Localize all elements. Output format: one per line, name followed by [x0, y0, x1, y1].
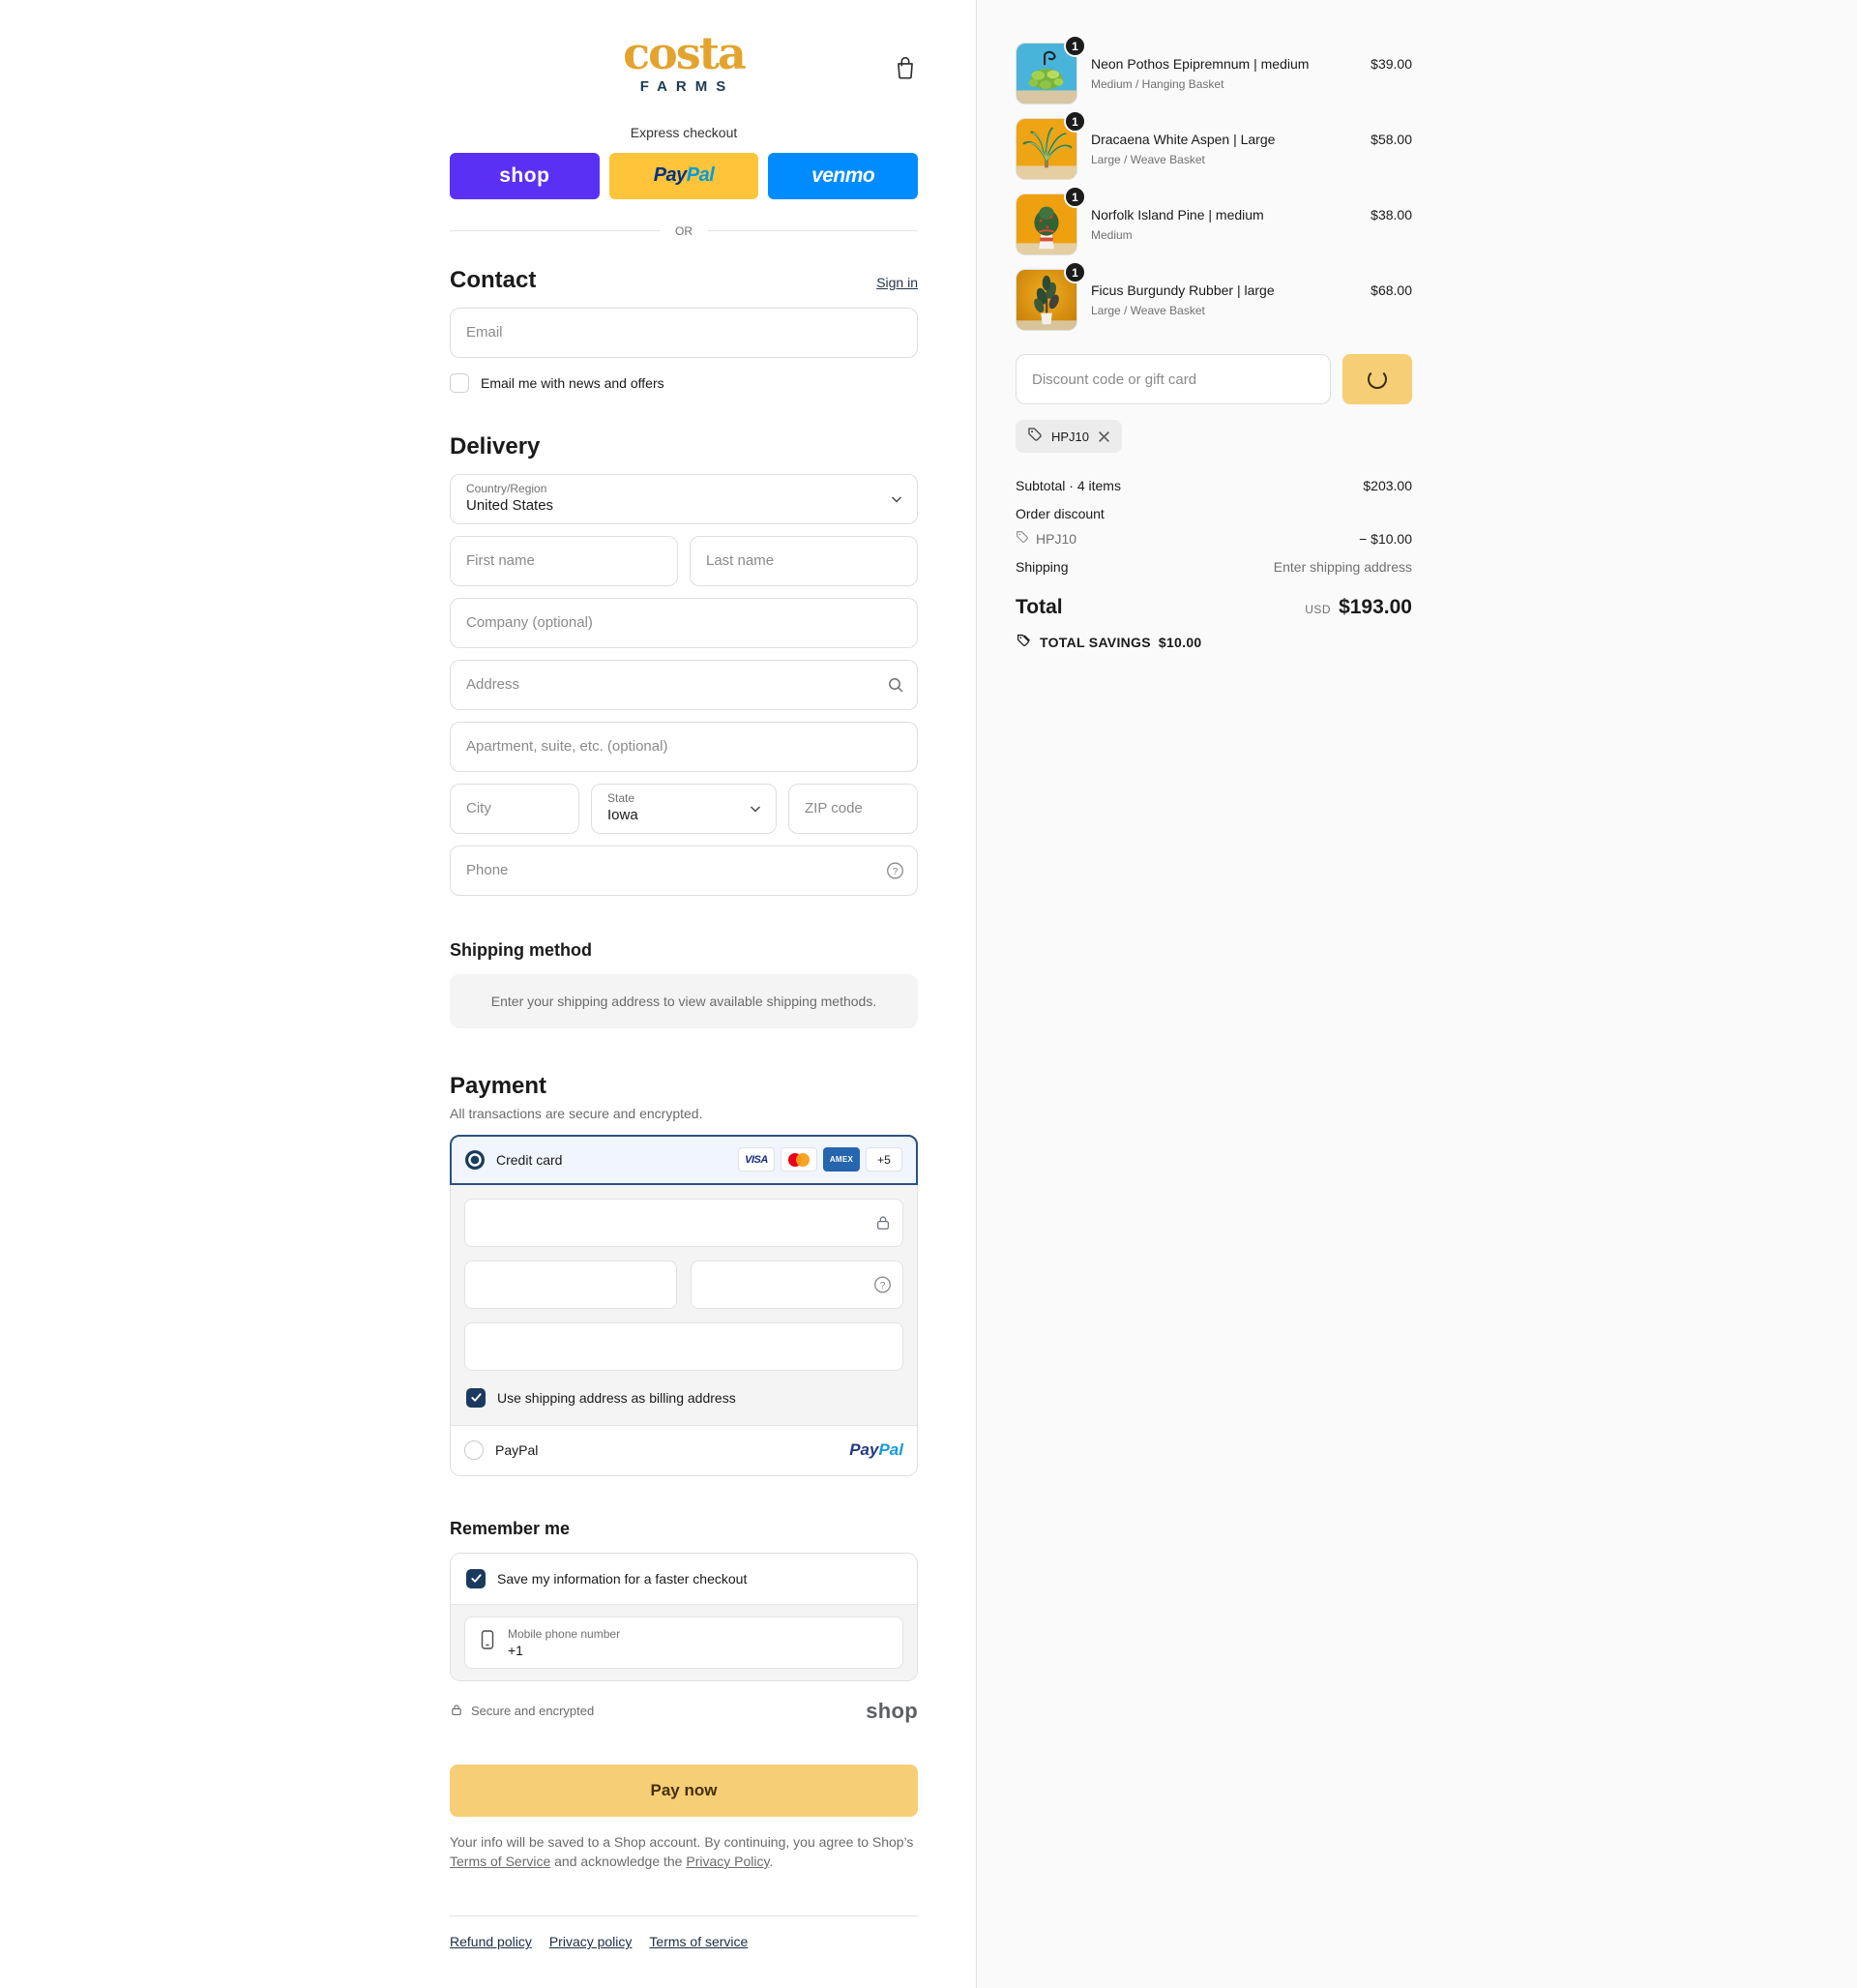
zip-wrap [788, 784, 918, 834]
payment-methods [450, 1135, 918, 1476]
company-input[interactable] [450, 598, 918, 648]
item-price: $58.00 [1371, 132, 1412, 148]
card-brand-badges [738, 1147, 902, 1172]
email-field-wrap [450, 308, 918, 358]
cart-item [1016, 114, 1412, 180]
shipping-label: Shipping [1016, 559, 1069, 575]
item-variant: Medium / Hanging Basket [1091, 76, 1224, 91]
lock-icon [874, 1214, 892, 1231]
payment-heading: Payment [450, 1072, 547, 1099]
discount-code-row [1016, 354, 1412, 404]
city-wrap [450, 784, 579, 834]
product-thumbnail-ficus [1016, 265, 1078, 331]
remember-me-heading: Remember me [450, 1518, 571, 1538]
paypal-logo: PayPal [653, 164, 715, 187]
secure-label: Secure and encrypted [471, 1704, 595, 1719]
item-title: Norfolk Island Pine | medium [1091, 207, 1264, 223]
tag-icon [1016, 530, 1029, 547]
savings-label: TOTAL SAVINGS [1040, 635, 1151, 650]
mobile-phone-icon [479, 1629, 496, 1655]
item-title: Neon Pothos Epipremnum | medium [1091, 56, 1310, 73]
mobile-phone-label: Mobile phone number [508, 1626, 621, 1641]
help-icon[interactable] [873, 1275, 892, 1293]
help-icon[interactable] [886, 861, 904, 879]
venmo-logo: venmo [811, 163, 875, 187]
svg-text:?: ? [879, 1280, 886, 1291]
logo-wordmark-farms: FARMS [639, 77, 735, 95]
item-title: Ficus Burgundy Rubber | large [1091, 282, 1275, 299]
payment-subtitle: All transactions are secure and encrypted. [450, 1105, 703, 1121]
total-value: $193.00 [1339, 596, 1412, 618]
visa-icon: VISA [738, 1147, 775, 1172]
credit-card-form [451, 1185, 917, 1425]
savings-value: $10.00 [1158, 635, 1202, 650]
chevron-down-icon [749, 802, 762, 816]
address-input[interactable] [450, 660, 918, 710]
apartment-input[interactable] [450, 722, 918, 772]
subtotal-value: $203.00 [1363, 478, 1412, 493]
terms-of-service-footer-link[interactable]: Terms of service [649, 1934, 749, 1950]
card-name-input[interactable] [464, 1322, 903, 1371]
order-discount-label: Order discount [1016, 506, 1105, 521]
item-price: $68.00 [1371, 282, 1412, 299]
save-info-checkbox[interactable] [466, 1569, 486, 1588]
newsletter-opt-in[interactable] [450, 373, 918, 393]
email-input[interactable] [450, 308, 918, 358]
paypal-logo: PayPal [849, 1440, 903, 1460]
svg-text:?: ? [892, 866, 899, 877]
mobile-phone-field[interactable] [464, 1617, 903, 1669]
mastercard-icon [781, 1147, 817, 1172]
phone-input[interactable] [450, 846, 918, 896]
secure-row [450, 1699, 918, 1724]
item-variant: Large / Weave Basket [1091, 152, 1205, 166]
cart-item [1016, 39, 1412, 104]
payment-option-paypal[interactable] [451, 1425, 917, 1475]
paypal-express-button[interactable] [609, 153, 759, 199]
item-variant: Medium [1091, 227, 1133, 242]
country-label: Country/Region [466, 481, 547, 495]
loading-spinner-icon [1368, 370, 1387, 389]
subtotal-label: Subtotal · 4 items [1016, 478, 1121, 493]
express-checkout-buttons [450, 153, 918, 199]
last-name-input[interactable] [690, 536, 918, 586]
refund-policy-link[interactable]: Refund policy [450, 1934, 532, 1950]
shop-account-disclaimer: Your info will be saved to a Shop account. By continuing, you agree to Shop’s Terms of Service and acknowledge the Privacy Policy. [450, 1833, 914, 1869]
payment-section [450, 1073, 918, 1476]
express-checkout-label: Express checkout [630, 124, 738, 140]
billing-address-checkbox[interactable] [466, 1388, 486, 1408]
terms-of-service-link[interactable]: Terms of Service [450, 1853, 551, 1869]
country-select[interactable] [450, 474, 918, 524]
privacy-policy-link[interactable]: Privacy Policy [686, 1853, 770, 1869]
state-select[interactable] [591, 784, 777, 834]
more-cards-badge: +5 [866, 1147, 902, 1172]
shop-pay-button[interactable] [450, 153, 600, 199]
paypal-radio[interactable] [464, 1440, 484, 1460]
applied-code: HPJ10 [1051, 429, 1090, 444]
shipping-method-notice: Enter your shipping address to view available shipping methods. [450, 974, 918, 1028]
newsletter-label: Email me with news and offers [481, 374, 664, 391]
shipping-method-heading: Shipping method [450, 939, 592, 960]
order-summary-pane [977, 0, 1857, 1988]
mobile-phone-text [508, 1627, 620, 1658]
item-variant: Large / Weave Basket [1091, 303, 1205, 317]
currency-code: USD [1305, 603, 1332, 616]
state-value: Iowa [607, 806, 638, 823]
privacy-policy-footer-link[interactable]: Privacy policy [548, 1934, 633, 1950]
card-expiry-wrap [464, 1261, 677, 1309]
item-price: $38.00 [1371, 207, 1412, 223]
save-info-toggle[interactable] [466, 1569, 901, 1588]
pay-now-button[interactable]: Pay now [450, 1765, 918, 1817]
card-name-wrap [464, 1322, 903, 1371]
discount-code-input[interactable] [1016, 354, 1331, 404]
first-name-wrap [450, 536, 678, 586]
card-cvv-wrap [691, 1261, 903, 1309]
delivery-section [450, 433, 918, 896]
cart-button[interactable] [893, 54, 918, 84]
state-label: State [607, 790, 635, 805]
company-wrap [450, 598, 918, 648]
card-number-wrap [464, 1199, 903, 1247]
apply-discount-button[interactable] [1342, 354, 1412, 404]
save-info-label: Save my information for a faster checkout [497, 1570, 748, 1587]
card-expiry-input[interactable] [464, 1261, 677, 1309]
apartment-wrap [450, 722, 918, 772]
contact-section [450, 267, 918, 393]
tags-icon [1016, 633, 1032, 652]
discount-code-applied: HPJ10 [1036, 530, 1077, 547]
store-header [450, 25, 918, 96]
remember-me-section [450, 1519, 918, 1724]
product-thumbnail-dracaena [1016, 114, 1078, 180]
payment-option-credit-card[interactable] [450, 1135, 918, 1185]
total-label: Total [1016, 596, 1063, 618]
discount-amount: − $10.00 [1359, 531, 1412, 547]
last-name-wrap [690, 536, 918, 586]
shopping-bag-icon [893, 70, 918, 84]
remove-discount-button[interactable] [1098, 430, 1110, 443]
newsletter-checkbox[interactable] [450, 373, 469, 393]
zip-input[interactable] [788, 784, 918, 834]
credit-card-radio[interactable] [465, 1150, 485, 1170]
quantity-badge: 1 [1064, 35, 1086, 57]
mobile-phone-value: +1 [508, 1642, 523, 1658]
product-thumbnail-pothos [1016, 39, 1078, 104]
cost-summary [1016, 478, 1412, 652]
item-title: Dracaena White Aspen | Large [1091, 132, 1276, 148]
search-icon [887, 676, 904, 694]
cart-item [1016, 265, 1412, 331]
applied-discount-chip [1016, 420, 1122, 453]
shipping-value: Enter shipping address [1273, 559, 1412, 575]
contact-heading: Contact [450, 266, 537, 293]
amex-icon: AMEX [823, 1147, 860, 1172]
billing-address-label: Use shipping address as billing address [497, 1389, 736, 1406]
credit-card-label: Credit card [496, 1151, 563, 1168]
venmo-button[interactable] [768, 153, 918, 199]
quantity-badge: 1 [1064, 186, 1086, 208]
padlock-icon [450, 1703, 463, 1720]
cart-item [1016, 190, 1412, 255]
chevron-down-icon [890, 492, 903, 506]
card-cvv-input[interactable] [691, 1261, 903, 1309]
tag-icon [1027, 427, 1043, 447]
sign-in-link[interactable]: Sign in [876, 274, 918, 290]
shipping-method-section [450, 940, 918, 1028]
first-name-input[interactable] [450, 536, 678, 586]
product-thumbnail-norfolk-pine [1016, 190, 1078, 255]
address-wrap [450, 660, 918, 710]
discount-field-wrap [1016, 354, 1331, 404]
paypal-label: PayPal [495, 1442, 539, 1459]
card-number-input[interactable] [464, 1199, 903, 1247]
quantity-badge: 1 [1064, 110, 1086, 133]
remember-me-card [450, 1553, 918, 1681]
country-value: United States [466, 496, 554, 514]
total-savings-row [1016, 633, 1412, 652]
store-logo[interactable] [623, 27, 745, 95]
or-divider: OR [450, 224, 918, 238]
billing-address-toggle[interactable] [464, 1386, 903, 1411]
footer-links [450, 1916, 918, 1949]
shop-wordmark: shop [866, 1698, 918, 1723]
quantity-badge: 1 [1064, 261, 1086, 283]
delivery-heading: Delivery [450, 432, 541, 460]
phone-wrap [450, 846, 918, 896]
shop-pay-logo: shop [499, 163, 550, 187]
item-price: $39.00 [1371, 56, 1412, 73]
logo-wordmark-costa: costa [623, 27, 745, 79]
city-input[interactable] [450, 784, 579, 834]
